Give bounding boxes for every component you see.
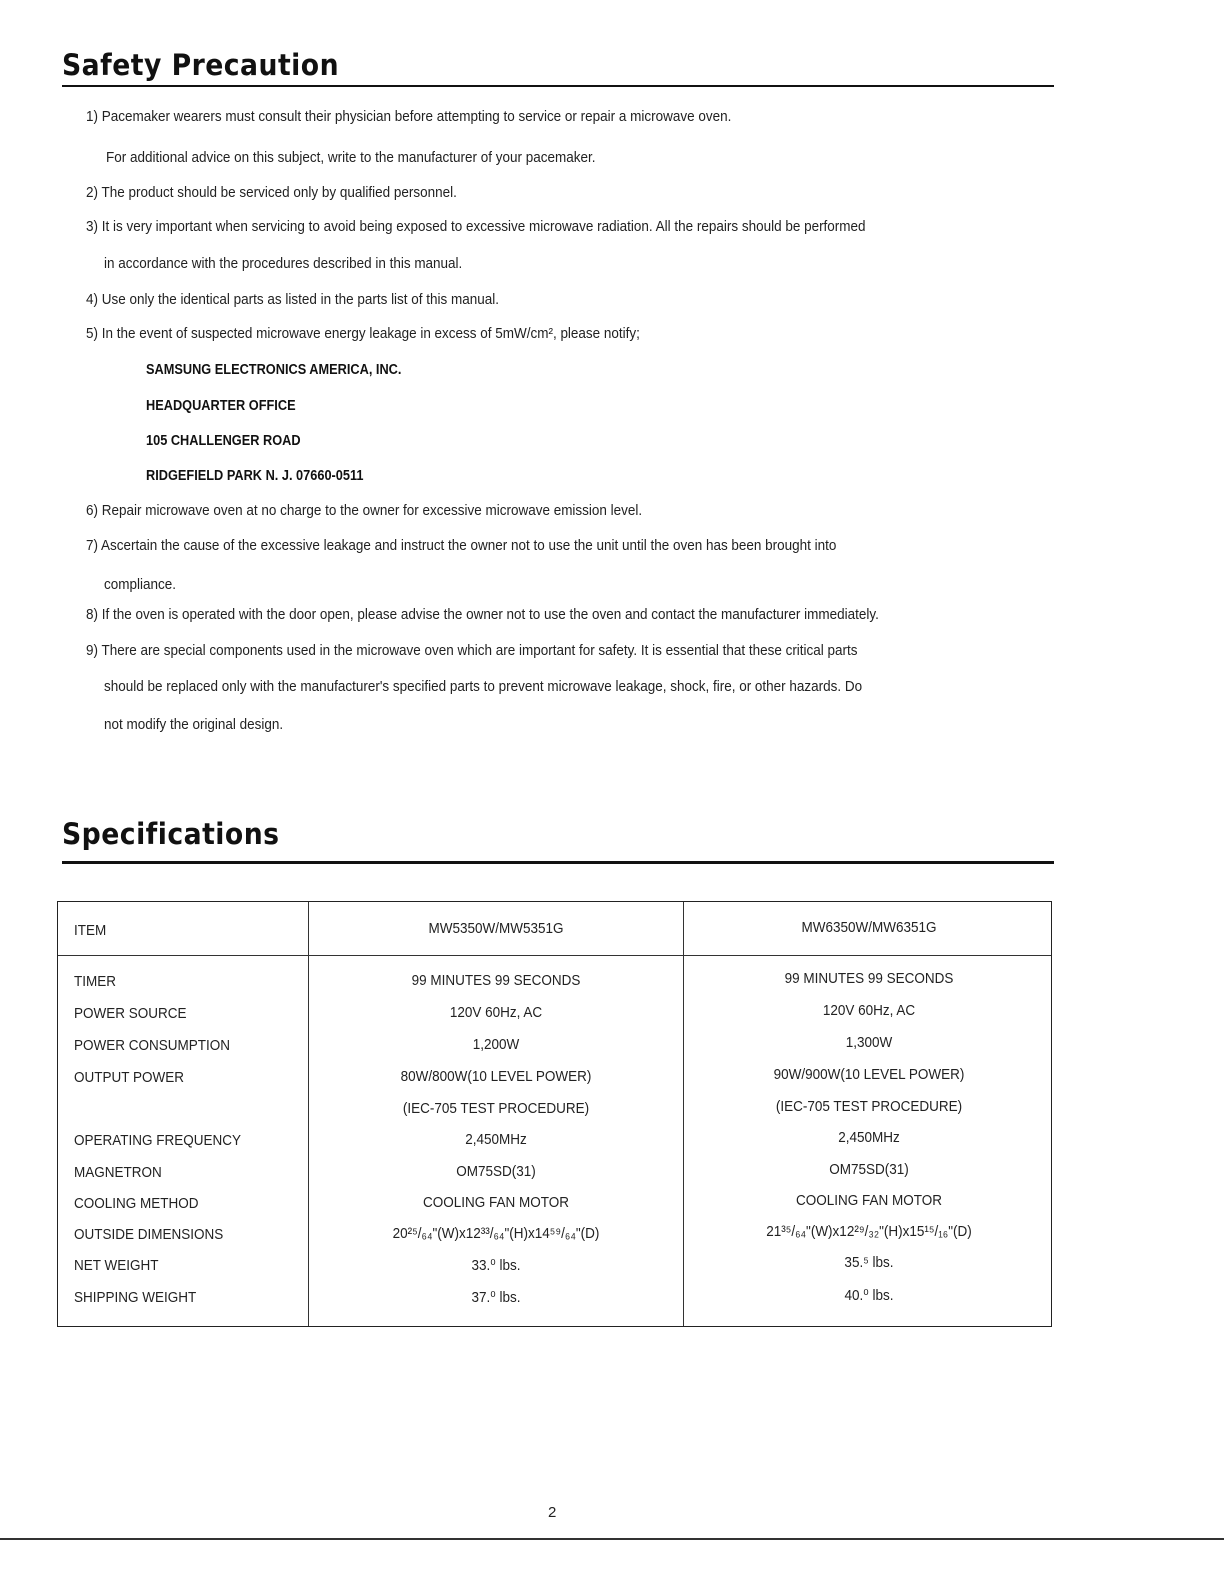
spec-value-mw5350: 99 MINUTES 99 SECONDS	[411, 972, 581, 989]
spec-value-mw6350: 21³⁵/₆₄"(W)x12²⁹/₃₂"(H)x15¹⁵/₁₆"(D)	[766, 1223, 972, 1240]
header-model-mw5350: MW5350W/MW5351G	[428, 920, 564, 937]
safety-item-9: 9) There are special components used in the microwave oven which are important for safety. It is essential that these critical parts	[86, 643, 858, 659]
safety-item-4: 4) Use only the identical parts as listed in the parts list of this manual.	[86, 292, 499, 308]
spec-value-mw6350: 120V 60Hz, AC	[822, 1002, 916, 1019]
spec-value-mw5350: 37.⁰ lbs.	[471, 1289, 521, 1306]
table-divider	[683, 902, 684, 1326]
spec-value-mw6350: 90W/900W(10 LEVEL POWER)	[773, 1066, 965, 1083]
safety-item-9-end: not modify the original design.	[104, 717, 284, 733]
spec-value-mw5350: OM75SD(31)	[456, 1163, 536, 1180]
header-item: ITEM	[74, 922, 107, 939]
safety-title: Safety Precaution	[62, 48, 340, 82]
safety-item-1-continued: For additional advice on this subject, write to the manufacturer of your pacemaker.	[106, 150, 596, 166]
spec-label: POWER SOURCE	[74, 1005, 187, 1022]
spec-value-mw6350: OM75SD(31)	[829, 1161, 909, 1178]
table-header-rule	[58, 955, 1051, 956]
spec-value-mw5350: (IEC-705 TEST PROCEDURE)	[402, 1100, 590, 1117]
spec-value-mw5350: 120V 60Hz, AC	[449, 1004, 543, 1021]
spec-value-mw6350: 40.⁰ lbs.	[844, 1287, 894, 1304]
address-city: RIDGEFIELD PARK N. J. 07660-0511	[146, 468, 364, 484]
spec-value-mw6350: 2,450MHz	[838, 1129, 900, 1146]
specifications-title-rule	[62, 861, 1054, 864]
spec-value-mw6350: 1,300W	[845, 1034, 893, 1051]
spec-label: NET WEIGHT	[74, 1257, 159, 1274]
spec-label: POWER CONSUMPTION	[74, 1037, 231, 1054]
spec-value-mw6350: (IEC-705 TEST PROCEDURE)	[775, 1098, 963, 1115]
spec-label: MAGNETRON	[74, 1164, 162, 1181]
safety-item-2: 2) The product should be serviced only by qualified personnel.	[86, 185, 457, 201]
address-company: SAMSUNG ELECTRONICS AMERICA, INC.	[146, 362, 402, 378]
spec-label: OUTSIDE DIMENSIONS	[74, 1226, 224, 1243]
safety-item-6: 6) Repair microwave oven at no charge to the owner for excessive microwave emission level.	[86, 503, 643, 519]
safety-item-7-continued: compliance.	[104, 577, 176, 593]
page-number: 2	[548, 1504, 557, 1521]
safety-item-7: 7) Ascertain the cause of the excessive leakage and instruct the owner not to use the unit until the oven has been brought into	[86, 538, 837, 554]
spec-value-mw5350: 80W/800W(10 LEVEL POWER)	[400, 1068, 592, 1085]
spec-value-mw5350: 33.⁰ lbs.	[471, 1257, 521, 1274]
spec-label: OUTPUT POWER	[74, 1069, 185, 1086]
table-divider	[308, 902, 309, 1326]
spec-label: SHIPPING WEIGHT	[74, 1289, 197, 1306]
spec-value-mw5350: 2,450MHz	[465, 1131, 527, 1148]
specifications-title: Specifications	[62, 817, 280, 851]
safety-item-5: 5) In the event of suspected microwave energy leakage in excess of 5mW/cm², please notify;	[86, 326, 640, 342]
spec-label: COOLING METHOD	[74, 1195, 199, 1212]
spec-value-mw5350: 20²⁵/₆₄"(W)x12³³/₆₄"(H)x14⁵⁹/₆₄"(D)	[392, 1225, 600, 1242]
safety-item-3-continued: in accordance with the procedures described in this manual.	[104, 256, 463, 272]
address-street: 105 CHALLENGER ROAD	[146, 433, 301, 449]
spec-label: OPERATING FREQUENCY	[74, 1132, 242, 1149]
spec-value-mw6350: COOLING FAN MOTOR	[795, 1192, 943, 1209]
safety-item-9-continued: should be replaced only with the manufacturer's specified parts to prevent microwave leakage, shock, fire, or other hazards. Do	[104, 679, 863, 695]
specifications-table	[57, 901, 1052, 1327]
spec-value-mw6350: 99 MINUTES 99 SECONDS	[784, 970, 954, 987]
address-office: HEADQUARTER OFFICE	[146, 398, 296, 414]
spec-label: TIMER	[74, 973, 117, 990]
footer-rule	[0, 1538, 1224, 1540]
header-model-mw6350: MW6350W/MW6351G	[801, 919, 937, 936]
spec-value-mw5350: COOLING FAN MOTOR	[422, 1194, 570, 1211]
safety-item-8: 8) If the oven is operated with the door open, please advise the owner not to use the oven and contact the manufacturer immediately.	[86, 607, 879, 623]
safety-item-3: 3) It is very important when servicing to avoid being exposed to excessive microwave radiation. All the repairs should be performed	[86, 219, 866, 235]
spec-value-mw5350: 1,200W	[472, 1036, 520, 1053]
safety-title-rule	[62, 85, 1054, 87]
safety-item-1: 1) Pacemaker wearers must consult their physician before attempting to service or repair a microwave oven.	[86, 109, 732, 125]
spec-value-mw6350: 35.⁵ lbs.	[844, 1254, 894, 1271]
